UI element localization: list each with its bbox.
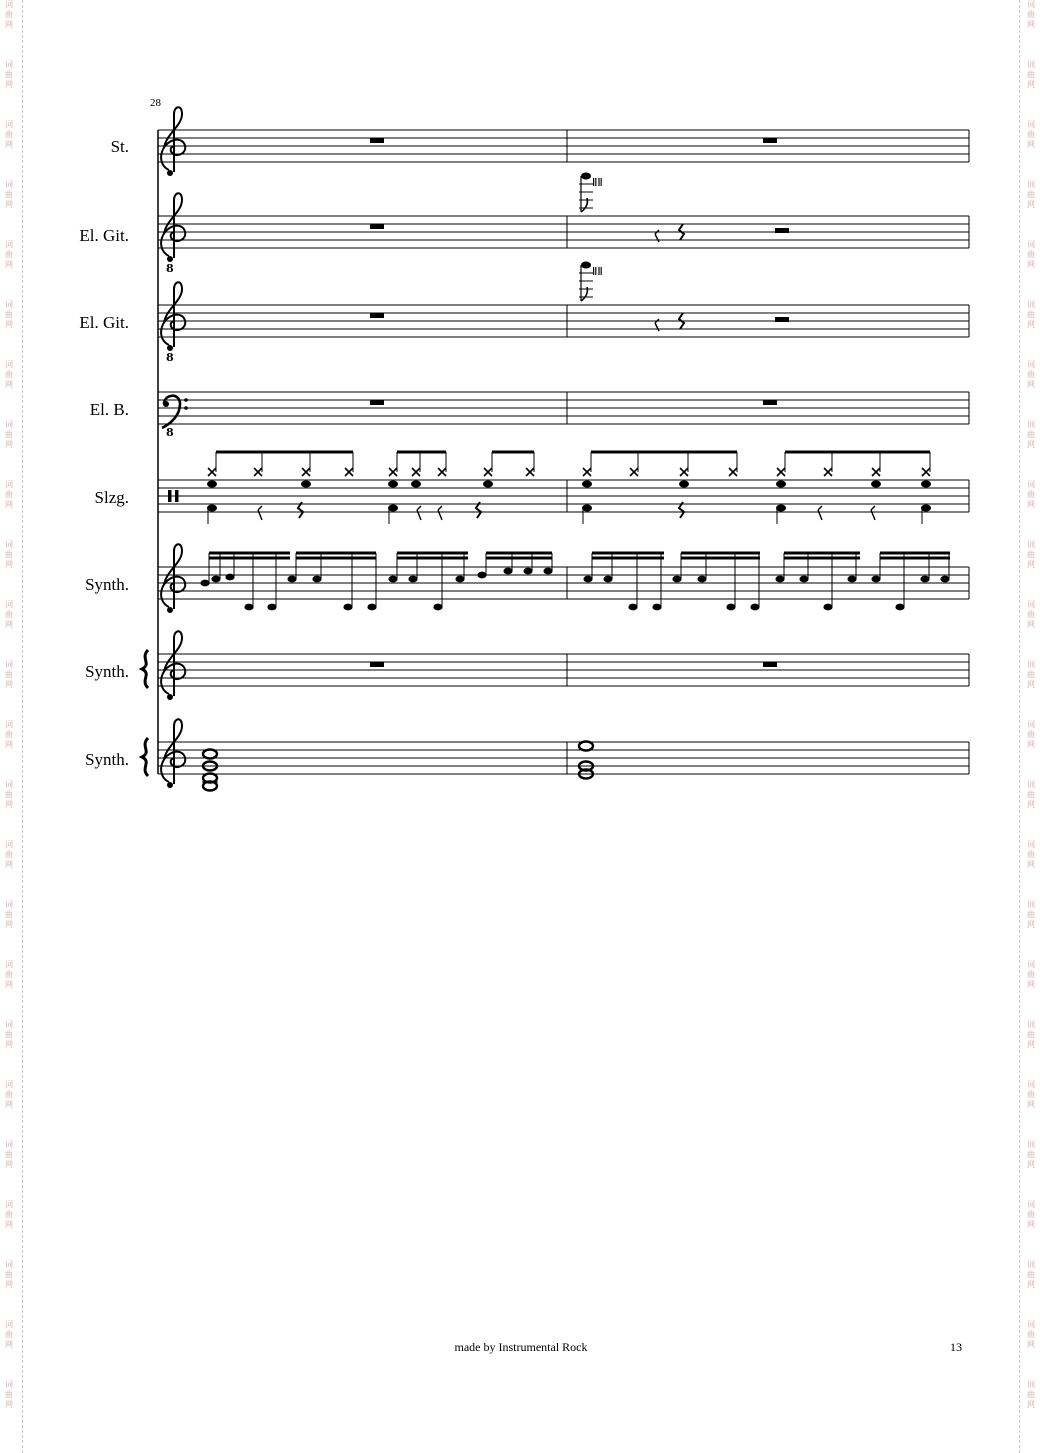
trill-mark: ǁǁ: [592, 176, 603, 189]
watermark-glyphs: 词 曲 网: [5, 1020, 13, 1049]
synth-notehead: [388, 576, 397, 583]
instrument-name-elb: El. B.: [89, 400, 129, 419]
synth-notehead: [543, 568, 552, 575]
whole-rest: [775, 228, 789, 233]
watermark-glyphs: 词 曲 网: [1027, 0, 1035, 29]
whole-note: [203, 750, 217, 759]
trill-mark: ǁǁ: [592, 265, 603, 278]
synth-notehead: [726, 604, 735, 611]
snare-notehead: [411, 481, 421, 488]
snare-notehead: [207, 481, 217, 488]
instrument-name-elgit-2: El. Git.: [79, 313, 129, 332]
snare-notehead: [483, 481, 493, 488]
whole-rest: [370, 662, 384, 667]
watermark-glyphs: 词 曲 网: [5, 780, 13, 809]
watermark-glyphs: 词 曲 网: [5, 900, 13, 929]
watermark-glyphs: 词 曲 网: [5, 1260, 13, 1289]
synth-notehead: [367, 604, 376, 611]
whole-rest: [763, 400, 777, 405]
watermark-glyphs: 词 曲 网: [1027, 60, 1035, 89]
hihat-notehead: [824, 468, 832, 476]
watermark-glyphs: 词 曲 网: [5, 660, 13, 689]
notehead: [581, 262, 591, 269]
hihat-notehead: [254, 468, 262, 476]
whole-rest: [370, 224, 384, 229]
watermark-glyphs: 词 曲 网: [1027, 1080, 1035, 1109]
watermark-glyphs: 词 曲 网: [1027, 1320, 1035, 1349]
eighth-rest: [818, 506, 822, 520]
watermark-glyphs: 词 曲 网: [5, 720, 13, 749]
synth-notehead: [940, 576, 949, 583]
treble-clef-icon: [161, 631, 185, 700]
synth-notehead: [211, 576, 220, 583]
synth-notehead: [477, 572, 486, 579]
synth-notehead: [920, 576, 929, 583]
notehead: [581, 173, 591, 180]
watermark-glyphs: 词 曲 网: [1027, 120, 1035, 149]
snare-notehead: [871, 481, 881, 488]
synth-notehead: [672, 576, 681, 583]
synth-notehead: [871, 576, 880, 583]
watermark-glyphs: 词 曲 网: [1027, 720, 1035, 749]
eighth-rest: [417, 506, 421, 520]
hihat-notehead: [484, 468, 492, 476]
synth-notehead: [583, 576, 592, 583]
page-number: 13: [950, 1340, 962, 1354]
treble-clef-icon: [161, 282, 185, 351]
snare-notehead: [679, 481, 689, 488]
synth-notehead: [652, 604, 661, 611]
staff-brace-icon: [142, 738, 148, 776]
watermark-glyphs: 词 曲 网: [5, 540, 13, 569]
hihat-notehead: [526, 468, 534, 476]
treble-clef-icon: [161, 719, 185, 788]
whole-rest: [763, 138, 777, 143]
instrument-name-synth-1: Synth.: [85, 575, 129, 594]
whole-rest: [775, 317, 789, 322]
watermark-glyphs: 词 曲 网: [1027, 660, 1035, 689]
synth-notehead: [200, 580, 209, 587]
watermark-glyphs: 词 曲 网: [1027, 1020, 1035, 1049]
instrument-name-st: St.: [110, 137, 129, 156]
synth-notehead: [267, 604, 276, 611]
snare-notehead: [776, 481, 786, 488]
synth-notehead: [455, 576, 464, 583]
measure-number: 28: [150, 97, 161, 109]
bass-clef-icon: [162, 396, 188, 428]
watermark-glyphs: 词 曲 网: [1027, 240, 1035, 269]
snare-notehead: [388, 481, 398, 488]
octave-mark: 8: [166, 262, 174, 275]
whole-rest: [763, 662, 777, 667]
watermark-glyphs: 词 曲 网: [1027, 360, 1035, 389]
watermark-glyphs: 词 曲 网: [1027, 780, 1035, 809]
watermark-glyphs: 词 曲 网: [1027, 540, 1035, 569]
watermark-glyphs: 词 曲 网: [5, 840, 13, 869]
watermark-glyphs: 词 曲 网: [5, 120, 13, 149]
synth-notehead: [225, 574, 234, 581]
synth-notehead: [343, 604, 352, 611]
watermark-glyphs: 词 曲 网: [5, 1140, 13, 1169]
octave-mark: 8: [166, 426, 174, 439]
synth-notehead: [287, 576, 296, 583]
whole-rest: [370, 400, 384, 405]
staff-brace-icon: [142, 650, 148, 688]
hihat-notehead: [389, 468, 397, 476]
hihat-notehead: [872, 468, 880, 476]
watermark-glyphs: 词 曲 网: [5, 480, 13, 509]
watermark-glyphs: 词 曲 网: [5, 180, 13, 209]
whole-note: [579, 742, 593, 751]
hihat-notehead: [412, 468, 420, 476]
eighth-rest: [258, 506, 262, 520]
watermark-glyphs: 词 曲 网: [5, 1200, 13, 1229]
snare-notehead: [301, 481, 311, 488]
synth-notehead: [523, 568, 532, 575]
hihat-notehead: [729, 468, 737, 476]
watermark-glyphs: 词 曲 网: [1027, 960, 1035, 989]
synth-notehead: [628, 604, 637, 611]
eighth-rest: [871, 506, 875, 520]
hihat-notehead: [777, 468, 785, 476]
watermark-glyphs: 词 曲 网: [5, 360, 13, 389]
snare-notehead: [582, 481, 592, 488]
hihat-notehead: [302, 468, 310, 476]
instrument-name-elgit-1: El. Git.: [79, 226, 129, 245]
instrument-name-synth-3: Synth.: [85, 750, 129, 769]
hihat-notehead: [680, 468, 688, 476]
watermark-glyphs: 词 曲 网: [5, 960, 13, 989]
watermark-glyphs: 词 曲 网: [5, 240, 13, 269]
synth-notehead: [603, 576, 612, 583]
treble-clef-icon: [161, 544, 185, 613]
watermark-glyphs: 词 曲 网: [1027, 1140, 1035, 1169]
synth-notehead: [408, 576, 417, 583]
synth-notehead: [895, 604, 904, 611]
watermark-glyphs: 词 曲 网: [5, 300, 13, 329]
eighth-rest: [438, 506, 442, 520]
instrument-name-synth-2: Synth.: [85, 662, 129, 681]
hihat-notehead: [583, 468, 591, 476]
watermark-glyphs: 词 曲 网: [5, 60, 13, 89]
synth-notehead: [823, 604, 832, 611]
watermark-glyphs: 词 曲 网: [1027, 300, 1035, 329]
synth-notehead: [433, 604, 442, 611]
watermark-glyphs: 词 曲 网: [5, 420, 13, 449]
watermark-glyphs: 词 曲 网: [1027, 180, 1035, 209]
hihat-notehead: [438, 468, 446, 476]
hihat-notehead: [630, 468, 638, 476]
snare-notehead: [921, 481, 931, 488]
octave-mark: 8: [166, 351, 174, 364]
watermark-glyphs: 词 曲 网: [5, 600, 13, 629]
watermark-glyphs: 词 曲 网: [5, 1080, 13, 1109]
synth-notehead: [312, 576, 321, 583]
watermark-glyphs: 词 曲 网: [1027, 900, 1035, 929]
treble-clef-icon: [161, 107, 185, 176]
treble-clef-icon: [161, 193, 185, 262]
synth-notehead: [750, 604, 759, 611]
synth-notehead: [244, 604, 253, 611]
watermark-glyphs: 词 曲 网: [1027, 600, 1035, 629]
hihat-notehead: [208, 468, 216, 476]
synth-notehead: [847, 576, 856, 583]
watermark-glyphs: 词 曲 网: [1027, 420, 1035, 449]
synth-notehead: [775, 576, 784, 583]
watermark-glyphs: 词 曲 网: [5, 1320, 13, 1349]
hihat-notehead: [922, 468, 930, 476]
synth-notehead: [697, 576, 706, 583]
hihat-notehead: [345, 468, 353, 476]
watermark-glyphs: 词 曲 网: [1027, 1260, 1035, 1289]
watermark-glyphs: 词 曲 网: [1027, 840, 1035, 869]
footer-credit: made by Instrumental Rock: [454, 1340, 588, 1354]
watermark-glyphs: 词 曲 网: [5, 0, 13, 29]
watermark-glyphs: 词 曲 网: [5, 1380, 13, 1409]
watermark-glyphs: 词 曲 网: [1027, 1380, 1035, 1409]
whole-rest: [370, 138, 384, 143]
instrument-name-slzg: Slzg.: [94, 488, 129, 507]
synth-notehead: [799, 576, 808, 583]
watermark-glyphs: 词 曲 网: [1027, 480, 1035, 509]
synth-notehead: [503, 568, 512, 575]
whole-rest: [370, 313, 384, 318]
watermark-glyphs: 词 曲 网: [1027, 1200, 1035, 1229]
